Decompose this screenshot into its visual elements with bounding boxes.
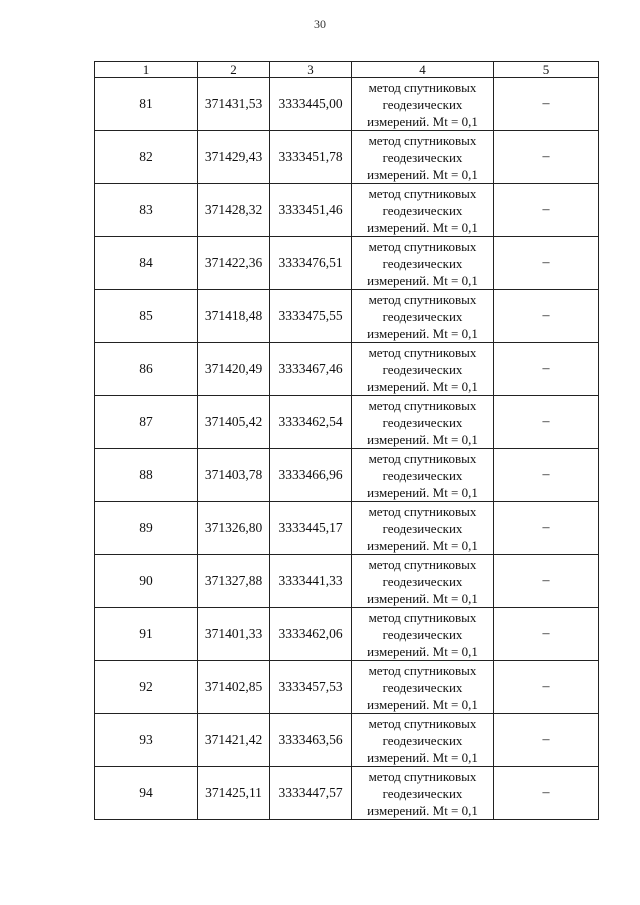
method-text-line: метод спутниковых <box>368 397 477 413</box>
point-number-cell: 91 <box>95 608 198 661</box>
point-number-cell: 81 <box>95 78 198 131</box>
method-text-line: измерений. Mt = 0,1 <box>367 802 478 818</box>
method-text-line: измерений. Mt = 0,1 <box>367 113 478 129</box>
method-text-line: метод спутниковых <box>368 238 477 254</box>
method-text-line: метод спутниковых <box>368 450 477 466</box>
x-coordinate-cell: 371403,78 <box>198 449 270 502</box>
method-cell <box>352 343 494 396</box>
method-cell <box>352 449 494 502</box>
column-header-4: 4 <box>352 62 494 78</box>
y-coordinate-cell: 3333476,51 <box>270 237 352 290</box>
method-text-line: геодезических <box>382 467 463 483</box>
method-cell <box>352 555 494 608</box>
y-coordinate-cell: 3333466,96 <box>270 449 352 502</box>
y-coordinate-cell: 3333463,56 <box>270 714 352 767</box>
table-row <box>95 502 599 555</box>
x-coordinate-cell: 371422,36 <box>198 237 270 290</box>
method-text-line: метод спутниковых <box>368 556 477 572</box>
y-coordinate-cell: 3333462,54 <box>270 396 352 449</box>
y-coordinate-cell: 3333445,17 <box>270 502 352 555</box>
method-text-line: геодезических <box>382 732 463 748</box>
method-text-line: метод спутниковых <box>368 662 477 678</box>
x-coordinate-cell: 371418,48 <box>198 290 270 343</box>
x-coordinate-cell: 371402,85 <box>198 661 270 714</box>
y-coordinate-cell: 3333467,46 <box>270 343 352 396</box>
method-text-line: измерений. Mt = 0,1 <box>367 166 478 182</box>
note-cell: – <box>494 714 599 767</box>
method-text-line: метод спутниковых <box>368 79 477 95</box>
point-number-cell: 94 <box>95 767 198 820</box>
table-row <box>95 714 599 767</box>
table-row <box>95 343 599 396</box>
point-number-cell: 89 <box>95 502 198 555</box>
point-number-cell: 85 <box>95 290 198 343</box>
method-text-line: измерений. Mt = 0,1 <box>367 378 478 394</box>
table-row <box>95 449 599 502</box>
method-text-line: геодезических <box>382 414 463 430</box>
x-coordinate-cell: 371421,42 <box>198 714 270 767</box>
point-number-cell: 84 <box>95 237 198 290</box>
y-coordinate-cell: 3333445,00 <box>270 78 352 131</box>
y-coordinate-cell: 3333451,46 <box>270 184 352 237</box>
method-text-line: измерений. Mt = 0,1 <box>367 431 478 447</box>
method-text-line: метод спутниковых <box>368 503 477 519</box>
method-cell <box>352 502 494 555</box>
method-text-line: геодезических <box>382 149 463 165</box>
y-coordinate-cell: 3333447,57 <box>270 767 352 820</box>
method-text-line: измерений. Mt = 0,1 <box>367 749 478 765</box>
method-text-line: геодезических <box>382 308 463 324</box>
x-coordinate-cell: 371425,11 <box>198 767 270 820</box>
point-number-cell: 88 <box>95 449 198 502</box>
column-header-1: 1 <box>95 62 198 78</box>
method-text-line: геодезических <box>382 626 463 642</box>
note-cell: – <box>494 396 599 449</box>
x-coordinate-cell: 371420,49 <box>198 343 270 396</box>
method-text-line: метод спутниковых <box>368 609 477 625</box>
method-text-line: геодезических <box>382 785 463 801</box>
method-text-line: геодезических <box>382 255 463 271</box>
method-cell <box>352 661 494 714</box>
note-cell: – <box>494 767 599 820</box>
method-cell <box>352 131 494 184</box>
y-coordinate-cell: 3333451,78 <box>270 131 352 184</box>
x-coordinate-cell: 371431,53 <box>198 78 270 131</box>
method-text-line: метод спутниковых <box>368 185 477 201</box>
table-row <box>95 131 599 184</box>
method-cell <box>352 714 494 767</box>
note-cell: – <box>494 555 599 608</box>
method-text-line: геодезических <box>382 96 463 112</box>
note-cell: – <box>494 343 599 396</box>
note-cell: – <box>494 502 599 555</box>
method-cell <box>352 290 494 343</box>
y-coordinate-cell: 3333462,06 <box>270 608 352 661</box>
method-text-line: геодезических <box>382 202 463 218</box>
method-cell <box>352 767 494 820</box>
point-number-cell: 93 <box>95 714 198 767</box>
method-cell <box>352 78 494 131</box>
table-row <box>95 661 599 714</box>
note-cell: – <box>494 237 599 290</box>
method-text-line: геодезических <box>382 573 463 589</box>
header-row <box>95 62 599 78</box>
table-row <box>95 608 599 661</box>
method-text-line: измерений. Mt = 0,1 <box>367 272 478 288</box>
method-text-line: измерений. Mt = 0,1 <box>367 219 478 235</box>
x-coordinate-cell: 371405,42 <box>198 396 270 449</box>
method-text-line: метод спутниковых <box>368 715 477 731</box>
column-header-5: 5 <box>494 62 599 78</box>
method-text-line: измерений. Mt = 0,1 <box>367 484 478 500</box>
table-row <box>95 78 599 131</box>
method-text-line: измерений. Mt = 0,1 <box>367 537 478 553</box>
x-coordinate-cell: 371428,32 <box>198 184 270 237</box>
table-body <box>95 78 599 820</box>
coordinates-table <box>94 61 599 820</box>
note-cell: – <box>494 608 599 661</box>
x-coordinate-cell: 371401,33 <box>198 608 270 661</box>
column-header-3: 3 <box>270 62 352 78</box>
method-text-line: метод спутниковых <box>368 291 477 307</box>
method-text-line: геодезических <box>382 679 463 695</box>
note-cell: – <box>494 184 599 237</box>
point-number-cell: 82 <box>95 131 198 184</box>
method-text-line: геодезических <box>382 361 463 377</box>
table-row <box>95 237 599 290</box>
method-text-line: измерений. Mt = 0,1 <box>367 590 478 606</box>
table-row <box>95 396 599 449</box>
method-cell <box>352 184 494 237</box>
method-text-line: измерений. Mt = 0,1 <box>367 696 478 712</box>
method-text-line: геодезических <box>382 520 463 536</box>
method-text-line: метод спутниковых <box>368 344 477 360</box>
column-header-2: 2 <box>198 62 270 78</box>
note-cell: – <box>494 131 599 184</box>
method-cell <box>352 237 494 290</box>
y-coordinate-cell: 3333475,55 <box>270 290 352 343</box>
table-row <box>95 555 599 608</box>
point-number-cell: 92 <box>95 661 198 714</box>
point-number-cell: 87 <box>95 396 198 449</box>
x-coordinate-cell: 371429,43 <box>198 131 270 184</box>
page-number: 30 <box>314 17 326 31</box>
note-cell: – <box>494 449 599 502</box>
method-text-line: метод спутниковых <box>368 132 477 148</box>
table-row <box>95 184 599 237</box>
point-number-cell: 86 <box>95 343 198 396</box>
method-text-line: измерений. Mt = 0,1 <box>367 643 478 659</box>
table-row <box>95 767 599 820</box>
method-cell <box>352 608 494 661</box>
method-cell <box>352 396 494 449</box>
table-row <box>95 290 599 343</box>
note-cell: – <box>494 290 599 343</box>
point-number-cell: 90 <box>95 555 198 608</box>
y-coordinate-cell: 3333441,33 <box>270 555 352 608</box>
y-coordinate-cell: 3333457,53 <box>270 661 352 714</box>
method-text-line: метод спутниковых <box>368 768 477 784</box>
method-text-line: измерений. Mt = 0,1 <box>367 325 478 341</box>
note-cell: – <box>494 78 599 131</box>
point-number-cell: 83 <box>95 184 198 237</box>
x-coordinate-cell: 371326,80 <box>198 502 270 555</box>
note-cell: – <box>494 661 599 714</box>
x-coordinate-cell: 371327,88 <box>198 555 270 608</box>
